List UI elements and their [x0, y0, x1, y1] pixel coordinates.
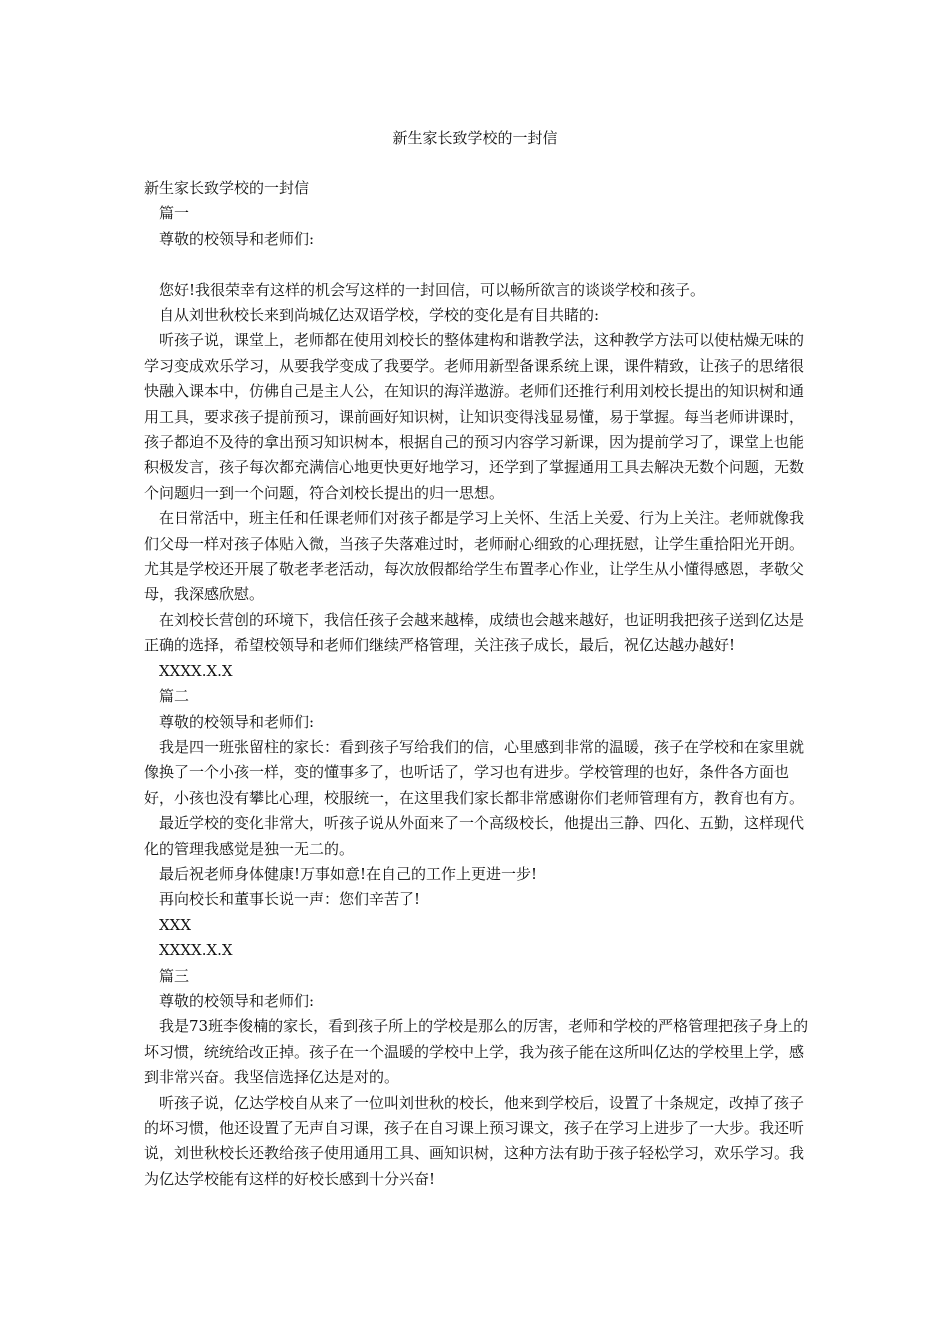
part1-salutation: 尊敬的校领导和老师们: — [159, 229, 315, 248]
part1-paragraph-2: 自从刘世秋校长来到尚城亿达双语学校，学校的变化是有目共睹的: — [159, 306, 600, 325]
part1-heading: 篇一 — [159, 204, 190, 223]
document-subtitle: 新生家长致学校的一封信 — [144, 179, 310, 197]
document-body — [144, 176, 810, 1192]
part1-paragraph-1: 您好!我很荣幸有这样的机会写这样的一封回信，可以畅所欲言的谈谈学校和孩子。 — [159, 280, 706, 299]
part1-date: XXXX.X.X — [159, 661, 233, 680]
part1-paragraph-3: 听孩子说，课堂上，老师都在使用刘校长的整体建构和谐教学法，这种教学方法可以使枯燥无味的学习变成欢乐学习，从要我学变成了我要学。老师用新型备课系统上课，课件精致，让孩子的思绪很快融入课本中，仿佛自己是主人公，在知识的海洋遨游。老师们还推行利用刘校长提出的知识树和通用工具，要求孩子提前预习，课前画好知识树，让知识变得浅显易懂，易于掌握。每当老师讲课时，孩子都迫不及待的拿出预习知识树本，根据自己的预习内容学习新课，因为提前学习了，课堂上也能积极发言，孩子每次都充满信心地更快更好地学习，还学到了掌握通用工具去解决无数个问题，无数个问题归一到一个问题，符合刘校长提出的归一思想。 — [144, 331, 805, 502]
part2-paragraph-3: 最后祝老师身体健康!万事如意!在自己的工作上更进一步! — [159, 864, 538, 883]
part1-paragraph-5: 在刘校长营创的环境下，我信任孩子会越来越棒，成绩也会越来越好，也证明我把孩子送到亿达是正确的选择，希望校领导和老师们继续严格管理，关注孩子成长，最后，祝亿达越办越好! — [144, 610, 805, 655]
part3-heading: 篇三 — [159, 966, 190, 985]
part1-paragraph-4: 在日常活中，班主任和任课老师们对孩子都是学习上关怀、生活上关爱、行为上关注。老师就像我们父母一样对孩子体贴入微，当孩子失落难过时，老师耐心细致的心理抚慰，让学生重拾阳光开朗。尤其是学校还开展了敬老孝老活动，每次放假都给学生布置孝心作业，让学生从小懂得感恩，孝敬父母，我深感欣慰。 — [144, 509, 805, 604]
document-title: 新生家长致学校的一封信 — [392, 129, 558, 147]
part3-paragraph-2: 听孩子说，亿达学校自从来了一位叫刘世秋的校长，他来到学校后，设置了十条规定，改掉了孩子的坏习惯，他还设置了无声自习课，孩子在自习课上预习课文，孩子在学习上进步了一大步。我还听说，刘世秋校长还教给孩子使用通用工具、画知识树，这种方法有助于孩子轻松学习，欢乐学习。我为亿达学校能有这样的好校长感到十分兴奋! — [144, 1093, 805, 1188]
part2-signature: XXX — [159, 915, 192, 934]
part2-salutation: 尊敬的校领导和老师们: — [159, 712, 315, 731]
part2-paragraph-2: 最近学校的变化非常大，听孩子说从外面来了一个高级校长，他提出三静、四化、五勤，这样现代化的管理我感觉是独一无二的。 — [144, 814, 805, 858]
part2-paragraph-1: 我是四一班张留柱的家长：看到孩子写给我们的信，心里感到非常的温暖，孩子在学校和在家里就像换了一个小孩一样，变的懂事多了，也听话了，学习也有进步。学校管理的也好，条件各方面也好，小孩也没有攀比心理，校服统一，在这里我们家长都非常感谢你们老师管理有方，教育也有方。 — [144, 737, 805, 807]
part3-paragraph-1: 我是73班李俊楠的家长，看到孩子所上的学校是那么的厉害，老师和学校的严格管理把孩子身上的坏习惯，统统给改正掉。孩子在一个温暖的学校中上学，我为孩子能在这所叫亿达的学校里上学，感到非常兴奋。我坚信选择亿达是对的。 — [144, 1017, 809, 1087]
part2-paragraph-4: 再向校长和董事长说一声：您们辛苦了! — [159, 890, 421, 909]
part3-salutation: 尊敬的校领导和老师们: — [159, 991, 315, 1010]
part2-heading: 篇二 — [159, 687, 190, 706]
part2-date: XXXX.X.X — [159, 941, 233, 960]
blank-line — [144, 252, 810, 277]
